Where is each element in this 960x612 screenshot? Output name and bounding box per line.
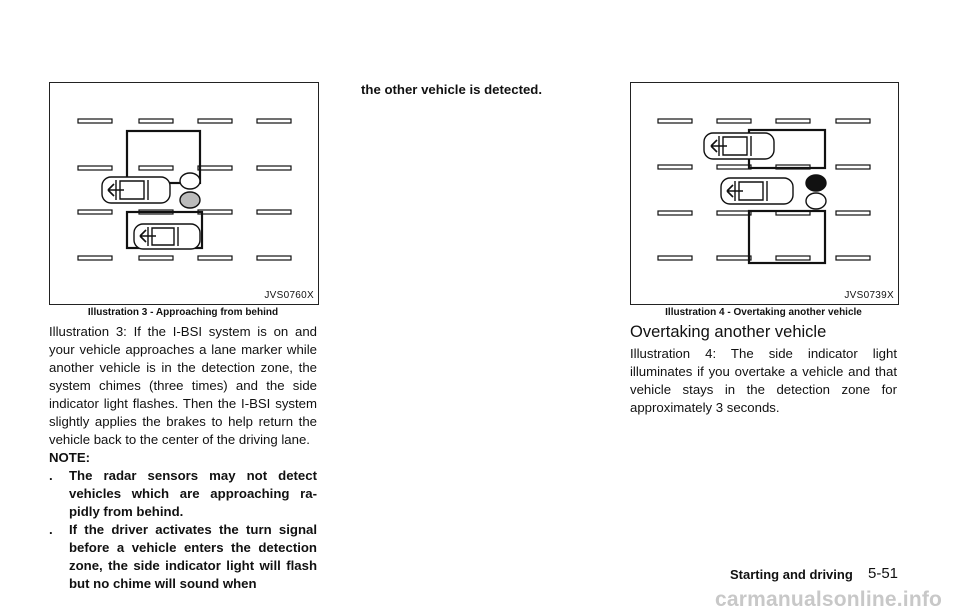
- section-heading: Overtaking another vehicle: [630, 323, 827, 341]
- illustration-4-paragraph: Illustration 4: The side indicator light illuminates if you overtake a vehicle and that vehicle stays in the detection zone for approximately 3 seconds.: [630, 346, 897, 415]
- illustration-3-caption: Illustration 3 - Approaching from behind: [87, 307, 279, 318]
- watermark: carmanualsonline.info: [715, 588, 943, 611]
- note-label: NOTE:: [49, 450, 91, 465]
- illustration-4-figure: [630, 82, 899, 305]
- bullet-text: If the driver activates the turn signal before a vehicle enters the detection zone, the side indicator light will flash but no chime will sound when: [69, 522, 317, 591]
- note-bullet-2: [49, 521, 317, 593]
- middle-continuation: [361, 81, 611, 99]
- figure-code: JVS0760X: [264, 290, 314, 301]
- illustration-3-paragraph: Illustration 3: If the I-BSI system is on and your vehicle approaches a lane marker while another vehicle is in the detection zone, the system chimes (three times) and the side indicator light flashes. Then the I-BSI system slightly applies the brakes to help return the vehicle back to the center of the driving lane.: [49, 324, 317, 447]
- illustration-3-figure: [49, 82, 319, 305]
- illustration-4-caption: Illustration 4 - Overtaking another vehicle: [665, 307, 862, 318]
- bullet-text: The radar sensors may not detect vehicles which are approaching ra-pidly from behind.: [69, 468, 317, 519]
- continuation-text: the other vehicle is detected.: [361, 82, 543, 97]
- footer-section-title: Starting and driving: [730, 567, 853, 582]
- illustration-3-drawing: [50, 83, 318, 304]
- figure-code: JVS0739X: [844, 290, 894, 301]
- note-bullet-1: [49, 467, 317, 519]
- bullet-mark: .: [49, 522, 53, 537]
- footer-page-number: 5-51: [868, 565, 899, 582]
- illustration-4-drawing: [631, 83, 898, 304]
- bullet-mark: .: [49, 468, 53, 483]
